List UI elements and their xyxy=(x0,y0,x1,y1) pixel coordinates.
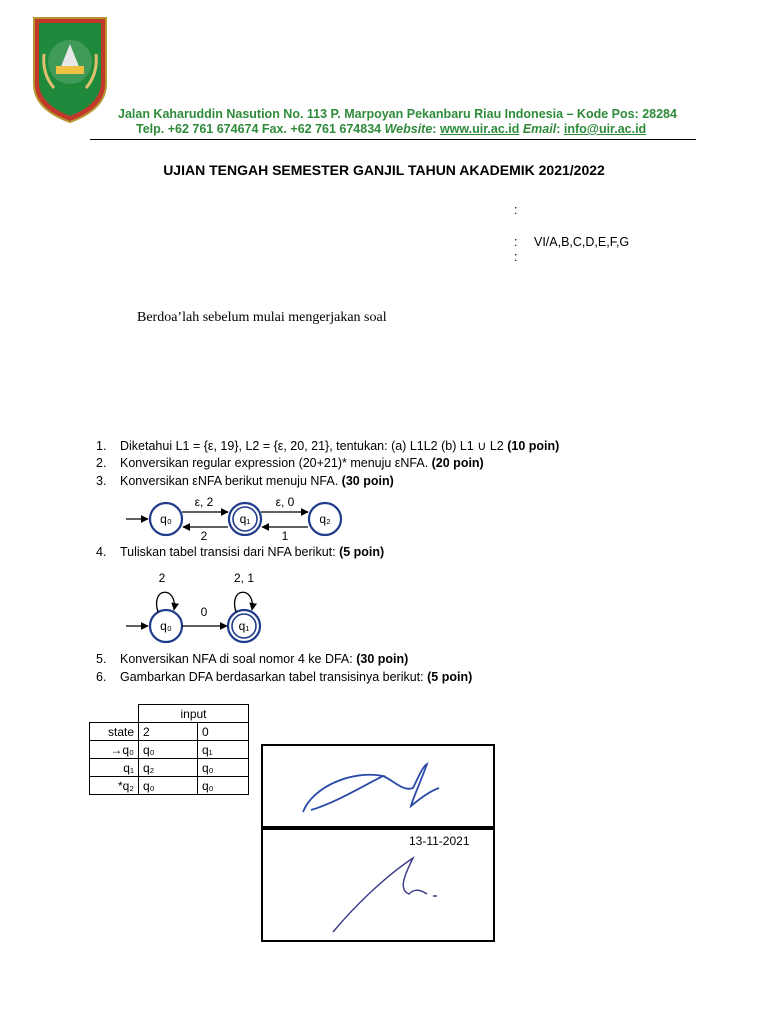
edge-label-q1-q2: ε, 0 xyxy=(275,495,295,509)
table-cell: 0 xyxy=(198,723,249,741)
table-cell: q₂ xyxy=(139,759,198,777)
table-cell: q₀ xyxy=(198,759,249,777)
state-cell: *q₂ xyxy=(90,777,139,795)
edge-label-q0-q1: ε, 2 xyxy=(194,495,214,509)
question-text: Konversikan NFA di soal nomor 4 ke DFA: xyxy=(120,652,357,666)
question-points: (5 poin) xyxy=(427,670,473,684)
signature-1 xyxy=(263,746,493,828)
question-4 xyxy=(96,545,384,559)
state-cell xyxy=(90,741,139,759)
question-number: 5. xyxy=(96,652,107,666)
info-class-value: VI/A,B,C,D,E,F,G xyxy=(534,235,630,249)
question-6 xyxy=(96,670,472,684)
table-row xyxy=(90,705,249,723)
question-points: (30 poin) xyxy=(356,652,409,666)
table-cell: q₀ xyxy=(139,741,198,759)
state-q0-label: q₀ xyxy=(160,619,172,633)
state-q1-label: q₁ xyxy=(239,512,251,526)
website-link[interactable]: www.uir.ac.id xyxy=(439,122,520,136)
question-number: 4. xyxy=(96,545,107,559)
state-header: state xyxy=(90,723,139,741)
question-points: (5 poin) xyxy=(339,545,385,559)
exam-title: UJIAN TENGAH SEMESTER GANJIL TAHUN AKADEMIK 2021/2022 xyxy=(163,162,605,178)
question-points: (30 poin) xyxy=(341,474,394,488)
state-q1-label: q₁ xyxy=(238,619,250,633)
edge-label-q2-q1: 1 xyxy=(281,529,289,543)
question-3 xyxy=(96,474,394,488)
question-2 xyxy=(96,456,484,470)
header-divider xyxy=(90,139,696,140)
question-text: Konversikan εNFA berikut menuju NFA. xyxy=(120,474,342,488)
table-row xyxy=(90,777,249,795)
state-q0-label: q₀ xyxy=(160,512,172,526)
signature-box-1 xyxy=(261,744,495,830)
transition-table xyxy=(89,704,249,795)
question-points: (10 poin) xyxy=(507,439,560,453)
input-header: input xyxy=(139,705,249,723)
state-cell: q₁ xyxy=(90,759,139,777)
question-number: 6. xyxy=(96,670,107,684)
question-number: 3. xyxy=(96,474,107,488)
question-points: (20 poin) xyxy=(431,456,484,470)
question-number: 1. xyxy=(96,439,107,453)
contact-line: Telp. +62 761 674674 Fax. +62 761 674834 Website: www.uir.ac.id Email: info@uir.ac.id xyxy=(136,122,647,136)
edge-label-q1-q0: 2 xyxy=(200,529,208,543)
table-cell: q₀ xyxy=(139,777,198,795)
edge-label-q0-q1: 0 xyxy=(200,605,208,619)
signature-date: 13-11-2021 xyxy=(409,834,470,848)
table-row xyxy=(90,723,249,741)
loop-label-q0: 2 xyxy=(158,571,166,585)
info-colon-1: : xyxy=(514,203,518,217)
telp-fax: Telp. +62 761 674674 Fax. +62 761 674834 xyxy=(136,122,382,136)
question-text: Tuliskan tabel transisi dari NFA berikut: xyxy=(120,545,340,559)
start-arrow-icon: → xyxy=(110,742,123,757)
university-logo xyxy=(30,14,110,124)
state-label: q₀ xyxy=(122,742,134,757)
address-line: Jalan Kaharuddin Nasution No. 113 P. Marpoyan Pekanbaru Riau Indonesia – Kode Pos: 28284 xyxy=(118,107,677,121)
table-cell: 2 xyxy=(139,723,198,741)
table-cell: q₀ xyxy=(198,777,249,795)
enfa-diagram xyxy=(120,492,360,546)
question-number: 2. xyxy=(96,456,107,470)
state-q2-label: q₂ xyxy=(319,512,331,526)
loop-label-q1: 2, 1 xyxy=(233,571,255,585)
table-row xyxy=(90,759,249,777)
question-text: Gambarkan DFA berdasarkan tabel transisinya berikut: xyxy=(120,670,428,684)
question-5 xyxy=(96,652,408,666)
question-text: Konversikan regular expression (20+21)* menuju εNFA. xyxy=(120,456,432,470)
email-label: Email xyxy=(522,122,557,136)
table-cell: q₁ xyxy=(198,741,249,759)
email-link[interactable]: info@uir.ac.id xyxy=(563,122,647,136)
question-text: Diketahui L1 = {ε, 19}, L2 = {ε, 20, 21}, tentukan: (a) L1L2 (b) L1 ∪ L2 xyxy=(120,439,508,453)
info-colon-2: : xyxy=(514,235,518,249)
table-row xyxy=(90,741,249,759)
info-colon-3: : xyxy=(514,250,518,264)
signature-box-2 xyxy=(261,826,495,942)
signature-2 xyxy=(263,828,493,940)
website-label: Website xyxy=(384,122,433,136)
nfa-diagram xyxy=(120,566,280,646)
prayer-text: Berdoa’lah sebelum mulai mengerjakan soal xyxy=(137,310,387,325)
question-1 xyxy=(96,438,559,453)
